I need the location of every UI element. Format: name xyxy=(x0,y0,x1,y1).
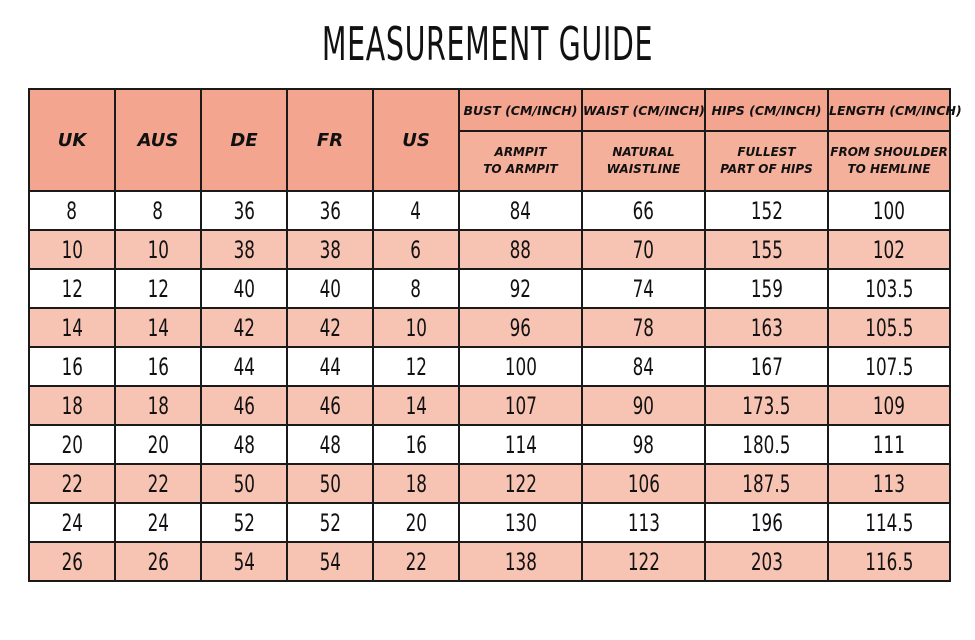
cell-aus xyxy=(115,464,201,503)
header-us: US xyxy=(373,89,459,191)
cell-value: 18 xyxy=(405,469,427,498)
table-row xyxy=(29,425,950,464)
header-hips-desc xyxy=(705,131,828,191)
cell-value: 8 xyxy=(152,196,164,225)
cell-aus xyxy=(115,308,201,347)
cell-value: 8 xyxy=(410,274,422,303)
cell-value: 26 xyxy=(61,547,83,576)
cell-value: 22 xyxy=(61,469,83,498)
cell-value: 74 xyxy=(632,274,655,303)
table-row xyxy=(29,386,950,425)
header-length-desc-line1: FROM SHOULDER xyxy=(830,145,948,159)
cell-value: 90 xyxy=(632,391,655,420)
cell-uk xyxy=(29,425,115,464)
cell-hips xyxy=(705,230,828,269)
cell-value: 22 xyxy=(405,547,427,576)
cell-bust xyxy=(459,191,582,230)
cell-value: 70 xyxy=(632,235,655,264)
cell-bust xyxy=(459,386,582,425)
cell-value: 38 xyxy=(319,235,341,264)
cell-length xyxy=(828,191,950,230)
cell-value: 14 xyxy=(405,391,427,420)
cell-uk xyxy=(29,347,115,386)
cell-waist xyxy=(582,386,705,425)
cell-fr xyxy=(287,269,373,308)
cell-uk xyxy=(29,269,115,308)
cell-aus xyxy=(115,230,201,269)
cell-value: 113 xyxy=(872,469,906,498)
cell-value: 92 xyxy=(509,274,532,303)
cell-value: 196 xyxy=(750,508,783,537)
cell-waist xyxy=(582,230,705,269)
cell-value: 116.5 xyxy=(864,547,914,576)
cell-value: 105.5 xyxy=(864,313,914,342)
table-body xyxy=(29,191,950,581)
cell-length xyxy=(828,347,950,386)
cell-value: 38 xyxy=(233,235,255,264)
cell-us xyxy=(373,191,459,230)
cell-value: 16 xyxy=(405,430,427,459)
cell-fr xyxy=(287,191,373,230)
header-uk: UK xyxy=(29,89,115,191)
table-row xyxy=(29,308,950,347)
cell-hips xyxy=(705,308,828,347)
cell-value: 48 xyxy=(233,430,255,459)
cell-value: 180.5 xyxy=(742,430,791,459)
cell-aus xyxy=(115,347,201,386)
cell-hips xyxy=(705,425,828,464)
cell-value: 26 xyxy=(147,547,169,576)
cell-value: 114 xyxy=(504,430,537,459)
cell-value: 111 xyxy=(872,430,906,459)
cell-value: 96 xyxy=(509,313,532,342)
cell-value: 24 xyxy=(61,508,83,537)
cell-value: 114.5 xyxy=(864,508,914,537)
measurement-table xyxy=(28,88,962,582)
cell-value: 16 xyxy=(147,352,169,381)
cell-de xyxy=(201,269,287,308)
cell-value: 98 xyxy=(632,430,655,459)
header-waist-desc-line2: WAISTLINE xyxy=(606,162,681,176)
header-bust-desc xyxy=(459,131,582,191)
cell-value: 18 xyxy=(61,391,83,420)
header-bust-desc-line2: TO ARMPIT xyxy=(483,162,558,176)
cell-value: 24 xyxy=(147,508,169,537)
cell-length xyxy=(828,269,950,308)
cell-fr xyxy=(287,503,373,542)
cell-fr xyxy=(287,230,373,269)
cell-value: 20 xyxy=(405,508,427,537)
table-row xyxy=(29,347,950,386)
cell-value: 48 xyxy=(319,430,341,459)
header-waist-desc xyxy=(582,131,705,191)
cell-value: 107.5 xyxy=(864,352,914,381)
cell-value: 10 xyxy=(61,235,83,264)
cell-us xyxy=(373,386,459,425)
cell-waist xyxy=(582,347,705,386)
table-row xyxy=(29,503,950,542)
cell-value: 78 xyxy=(632,313,655,342)
cell-uk xyxy=(29,230,115,269)
cell-value: 113 xyxy=(627,508,660,537)
cell-fr xyxy=(287,464,373,503)
cell-value: 20 xyxy=(147,430,169,459)
cell-value: 12 xyxy=(61,274,83,303)
cell-us xyxy=(373,269,459,308)
cell-length xyxy=(828,386,950,425)
cell-length xyxy=(828,542,950,581)
cell-length xyxy=(828,425,950,464)
cell-aus xyxy=(115,425,201,464)
cell-de xyxy=(201,308,287,347)
header-waist: WAIST (CM/INCH) xyxy=(582,89,705,131)
cell-waist xyxy=(582,503,705,542)
table-row xyxy=(29,542,950,581)
cell-hips xyxy=(705,386,828,425)
header-hips-desc-line1: FULLEST xyxy=(737,145,796,159)
cell-value: 44 xyxy=(233,352,255,381)
cell-fr xyxy=(287,542,373,581)
cell-fr xyxy=(287,347,373,386)
cell-de xyxy=(201,230,287,269)
cell-value: 167 xyxy=(750,352,783,381)
cell-length xyxy=(828,308,950,347)
cell-length xyxy=(828,464,950,503)
table-row xyxy=(29,191,950,230)
cell-bust xyxy=(459,425,582,464)
cell-aus xyxy=(115,386,201,425)
cell-bust xyxy=(459,269,582,308)
cell-value: 203 xyxy=(750,547,783,576)
cell-uk xyxy=(29,386,115,425)
cell-us xyxy=(373,464,459,503)
cell-hips xyxy=(705,542,828,581)
cell-value: 40 xyxy=(233,274,255,303)
cell-value: 50 xyxy=(319,469,341,498)
cell-aus xyxy=(115,542,201,581)
header-length: LENGTH (CM/INCH) xyxy=(828,89,950,131)
cell-us xyxy=(373,230,459,269)
header-length-desc-line2: TO HEMLINE xyxy=(847,162,931,176)
cell-value: 109 xyxy=(872,391,906,420)
cell-fr xyxy=(287,425,373,464)
cell-fr xyxy=(287,308,373,347)
cell-value: 66 xyxy=(632,196,655,225)
cell-us xyxy=(373,542,459,581)
cell-value: 159 xyxy=(750,274,783,303)
cell-de xyxy=(201,503,287,542)
cell-value: 54 xyxy=(233,547,255,576)
page-title: MEASUREMENT GUIDE xyxy=(321,17,654,71)
cell-bust xyxy=(459,503,582,542)
cell-waist xyxy=(582,464,705,503)
cell-value: 54 xyxy=(319,547,341,576)
table-row xyxy=(29,230,950,269)
cell-value: 44 xyxy=(319,352,341,381)
cell-waist xyxy=(582,191,705,230)
cell-value: 100 xyxy=(504,352,537,381)
cell-de xyxy=(201,464,287,503)
cell-waist xyxy=(582,308,705,347)
cell-value: 52 xyxy=(319,508,341,537)
cell-de xyxy=(201,191,287,230)
cell-value: 14 xyxy=(147,313,169,342)
header-bust-desc-line1: ARMPIT xyxy=(494,145,547,159)
cell-value: 102 xyxy=(872,235,906,264)
cell-de xyxy=(201,542,287,581)
cell-value: 36 xyxy=(319,196,341,225)
cell-value: 6 xyxy=(410,235,422,264)
header-hips: HIPS (CM/INCH) xyxy=(705,89,828,131)
cell-value: 155 xyxy=(750,235,783,264)
cell-value: 187.5 xyxy=(742,469,791,498)
cell-value: 107 xyxy=(504,391,537,420)
cell-value: 36 xyxy=(233,196,255,225)
cell-bust xyxy=(459,464,582,503)
cell-aus xyxy=(115,191,201,230)
cell-value: 14 xyxy=(61,313,83,342)
cell-value: 10 xyxy=(405,313,427,342)
cell-us xyxy=(373,503,459,542)
cell-value: 130 xyxy=(504,508,537,537)
cell-value: 173.5 xyxy=(742,391,791,420)
cell-length xyxy=(828,503,950,542)
cell-uk xyxy=(29,464,115,503)
cell-value: 46 xyxy=(233,391,255,420)
cell-us xyxy=(373,308,459,347)
cell-waist xyxy=(582,542,705,581)
cell-hips xyxy=(705,269,828,308)
cell-value: 152 xyxy=(750,196,783,225)
cell-aus xyxy=(115,269,201,308)
header-aus: AUS xyxy=(115,89,201,191)
header-hips-desc-line2: PART OF HIPS xyxy=(720,162,813,176)
cell-bust xyxy=(459,542,582,581)
cell-waist xyxy=(582,269,705,308)
cell-value: 42 xyxy=(319,313,341,342)
cell-fr xyxy=(287,386,373,425)
cell-value: 103.5 xyxy=(864,274,914,303)
cell-value: 22 xyxy=(147,469,169,498)
cell-uk xyxy=(29,308,115,347)
cell-value: 88 xyxy=(509,235,532,264)
cell-value: 163 xyxy=(750,313,783,342)
cell-value: 20 xyxy=(61,430,83,459)
cell-value: 8 xyxy=(66,196,78,225)
cell-value: 12 xyxy=(147,274,169,303)
cell-value: 50 xyxy=(233,469,255,498)
cell-value: 46 xyxy=(319,391,341,420)
cell-value: 138 xyxy=(504,547,537,576)
cell-us xyxy=(373,347,459,386)
cell-value: 122 xyxy=(627,547,660,576)
cell-length xyxy=(828,230,950,269)
cell-hips xyxy=(705,503,828,542)
cell-value: 100 xyxy=(872,196,906,225)
header-bust: BUST (CM/INCH) xyxy=(459,89,582,131)
cell-value: 40 xyxy=(319,274,341,303)
cell-uk xyxy=(29,542,115,581)
cell-uk xyxy=(29,191,115,230)
cell-value: 12 xyxy=(405,352,427,381)
header-fr: FR xyxy=(287,89,373,191)
cell-value: 84 xyxy=(632,352,655,381)
cell-waist xyxy=(582,425,705,464)
cell-de xyxy=(201,347,287,386)
cell-hips xyxy=(705,464,828,503)
cell-uk xyxy=(29,503,115,542)
cell-value: 10 xyxy=(147,235,169,264)
cell-value: 4 xyxy=(410,196,422,225)
cell-bust xyxy=(459,230,582,269)
cell-hips xyxy=(705,347,828,386)
cell-value: 16 xyxy=(61,352,83,381)
cell-value: 122 xyxy=(504,469,537,498)
header-length-desc xyxy=(828,131,950,191)
cell-value: 84 xyxy=(509,196,532,225)
cell-value: 42 xyxy=(233,313,255,342)
table-row xyxy=(29,464,950,503)
cell-us xyxy=(373,425,459,464)
cell-bust xyxy=(459,347,582,386)
cell-bust xyxy=(459,308,582,347)
table-row xyxy=(29,269,950,308)
header-waist-desc-line1: NATURAL xyxy=(612,145,675,159)
cell-aus xyxy=(115,503,201,542)
header-de: DE xyxy=(201,89,287,191)
cell-de xyxy=(201,386,287,425)
cell-value: 52 xyxy=(233,508,255,537)
cell-hips xyxy=(705,191,828,230)
cell-de xyxy=(201,425,287,464)
cell-value: 106 xyxy=(627,469,660,498)
table-header xyxy=(29,89,962,191)
cell-value: 18 xyxy=(147,391,169,420)
